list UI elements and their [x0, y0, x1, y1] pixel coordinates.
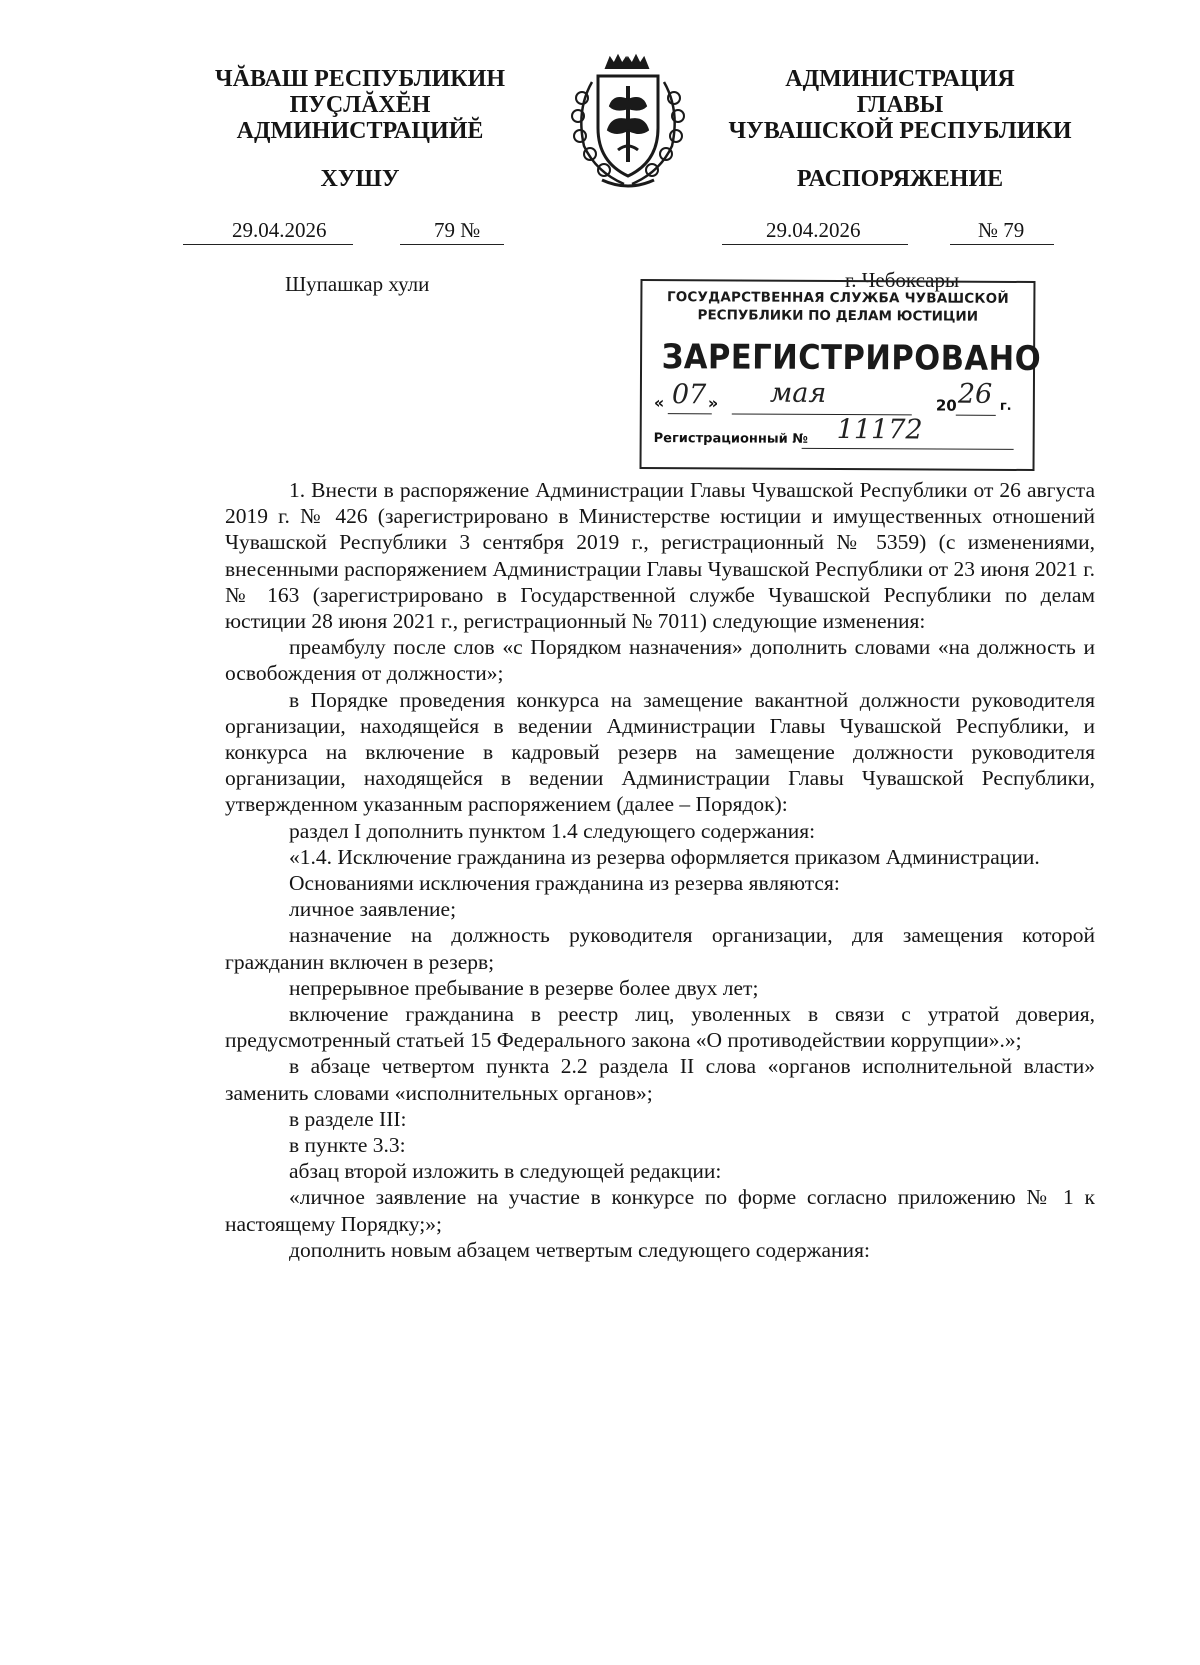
- paragraph-16: дополнить новым абзацем четвертым следующего содержания:: [289, 1237, 870, 1262]
- left-number: 79 №: [434, 218, 481, 242]
- stamp-quote-open: «: [653, 393, 665, 413]
- stamp-reg-line: [802, 448, 1014, 450]
- left-header-line-2: ПУÇЛĂХĔН: [289, 92, 431, 118]
- left-city: Шупашкар хули: [285, 272, 430, 296]
- left-header-line-1: ЧĂВАШ РЕСПУБЛИКИН: [215, 66, 505, 92]
- paragraph-4: раздел I дополнить пунктом 1.4 следующего содержания:: [289, 818, 816, 843]
- right-doc-type: РАСПОРЯЖЕНИЕ: [796, 166, 1004, 192]
- stamp-month: мая: [769, 377, 827, 409]
- left-number-underline: [400, 244, 504, 245]
- registration-stamp: [640, 279, 1042, 471]
- left-doc-type: ХУШУ: [320, 166, 400, 192]
- right-header-line-3: ЧУВАШСКОЙ РЕСПУБЛИКИ: [728, 118, 1072, 144]
- stamp-reg-number: 11172: [836, 413, 923, 446]
- left-date: 29.04.2026: [232, 218, 327, 242]
- stamp-year-suffix: 26: [957, 378, 993, 410]
- stamp-day: 07: [671, 379, 707, 411]
- left-header: [195, 66, 525, 144]
- paragraph-3: в Порядке проведения конкурса на замещение вакантной должности руководителя организации, находящейся в ведении Администрации Главы Чувашской Республики, и конкурса на включение в кадровый резерв на замещение должности руководителя организации, находящейся в ведении Администрации Главы Чувашской Республики, утвержденном указанным распоряжением (далее – Порядок):: [225, 687, 1095, 817]
- document-body: [225, 477, 1095, 1263]
- stamp-registered: ЗАРЕГИСТРИРОВАНО: [661, 337, 1042, 380]
- right-date: 29.04.2026: [766, 218, 861, 242]
- chuvash-emblem-icon: [562, 50, 694, 190]
- left-header-line-3: АДМИНИСТРАЦИЙĔ: [236, 118, 484, 144]
- paragraph-12: в разделе III:: [289, 1106, 407, 1131]
- right-number: № 79: [978, 218, 1025, 242]
- paragraph-11: в абзаце четвертом пункта 2.2 раздела II слова «органов исполнительной власти» заменить словами «исполнительных органов»;: [225, 1054, 1095, 1105]
- paragraph-2: преамбулу после слов «с Порядком назначения» дополнить словами «на должность и освобождения от должности»;: [225, 635, 1095, 686]
- stamp-year-prefix: 20: [935, 396, 957, 415]
- stamp-day-line: [668, 413, 712, 414]
- paragraph-6: Основаниями исключения гражданина из резерва являются:: [289, 871, 840, 896]
- stamp-line-2: РЕСПУБЛИКИ ПО ДЕЛАМ ЮСТИЦИИ: [697, 307, 979, 325]
- paragraph-8: назначение на должность руководителя организации, для замещения которой гражданин включен в резерв;: [225, 923, 1095, 974]
- right-date-underline: [722, 244, 908, 245]
- right-number-underline: [950, 244, 1054, 245]
- stamp-year-g: г.: [999, 398, 1012, 414]
- paragraph-1: 1. Внести в распоряжение Администрации Главы Чувашской Республики от 26 августа 2019 г. № 426 (зарегистрировано в Министерстве юстиции и имущественных отношений Чувашской Республики 3 сентября 2019 г., регистрационный № 5359) (с изменениями, внесенными распоряжением Администрации Главы Чувашской Республики от 23 июня 2021 г. № 163 (зарегистрировано в Государственной службе Чувашской Республики по делам юстиции 28 июня 2021 г., регистрационный № 7011) следующие изменения:: [225, 478, 1095, 634]
- right-city: г. Чебоксары: [845, 268, 960, 292]
- paragraph-14: абзац второй изложить в следующей редакции:: [289, 1159, 722, 1184]
- paragraph-9: непрерывное пребывание в резерве более двух лет;: [289, 975, 759, 1000]
- paragraph-15: «личное заявление на участие в конкурсе по форме согласно приложению № 1 к настоящему Порядку;»;: [225, 1185, 1095, 1236]
- stamp-line-1: ГОСУДАРСТВЕННАЯ СЛУЖБА ЧУВАШСКОЙ: [666, 289, 1009, 307]
- right-header-line-2: ГЛАВЫ: [856, 92, 944, 118]
- paragraph-10: включение гражданина в реестр лиц, уволенных в связи с утратой доверия, предусмотренный статьей 15 Федерального закона «О противодействии коррупции».»;: [225, 1002, 1095, 1053]
- left-date-underline: [183, 244, 353, 245]
- stamp-year-line: [956, 415, 996, 416]
- right-header: [700, 66, 1100, 144]
- stamp-quote-close: »: [707, 393, 719, 413]
- paragraph-5: «1.4. Исключение гражданина из резерва оформляется приказом Администрации.: [289, 844, 1040, 869]
- right-header-line-1: АДМИНИСТРАЦИЯ: [785, 66, 1015, 92]
- paragraph-13: в пункте 3.3:: [289, 1133, 406, 1158]
- stamp-reg-label: Регистрационный №: [653, 431, 808, 447]
- paragraph-7: личное заявление;: [289, 897, 457, 922]
